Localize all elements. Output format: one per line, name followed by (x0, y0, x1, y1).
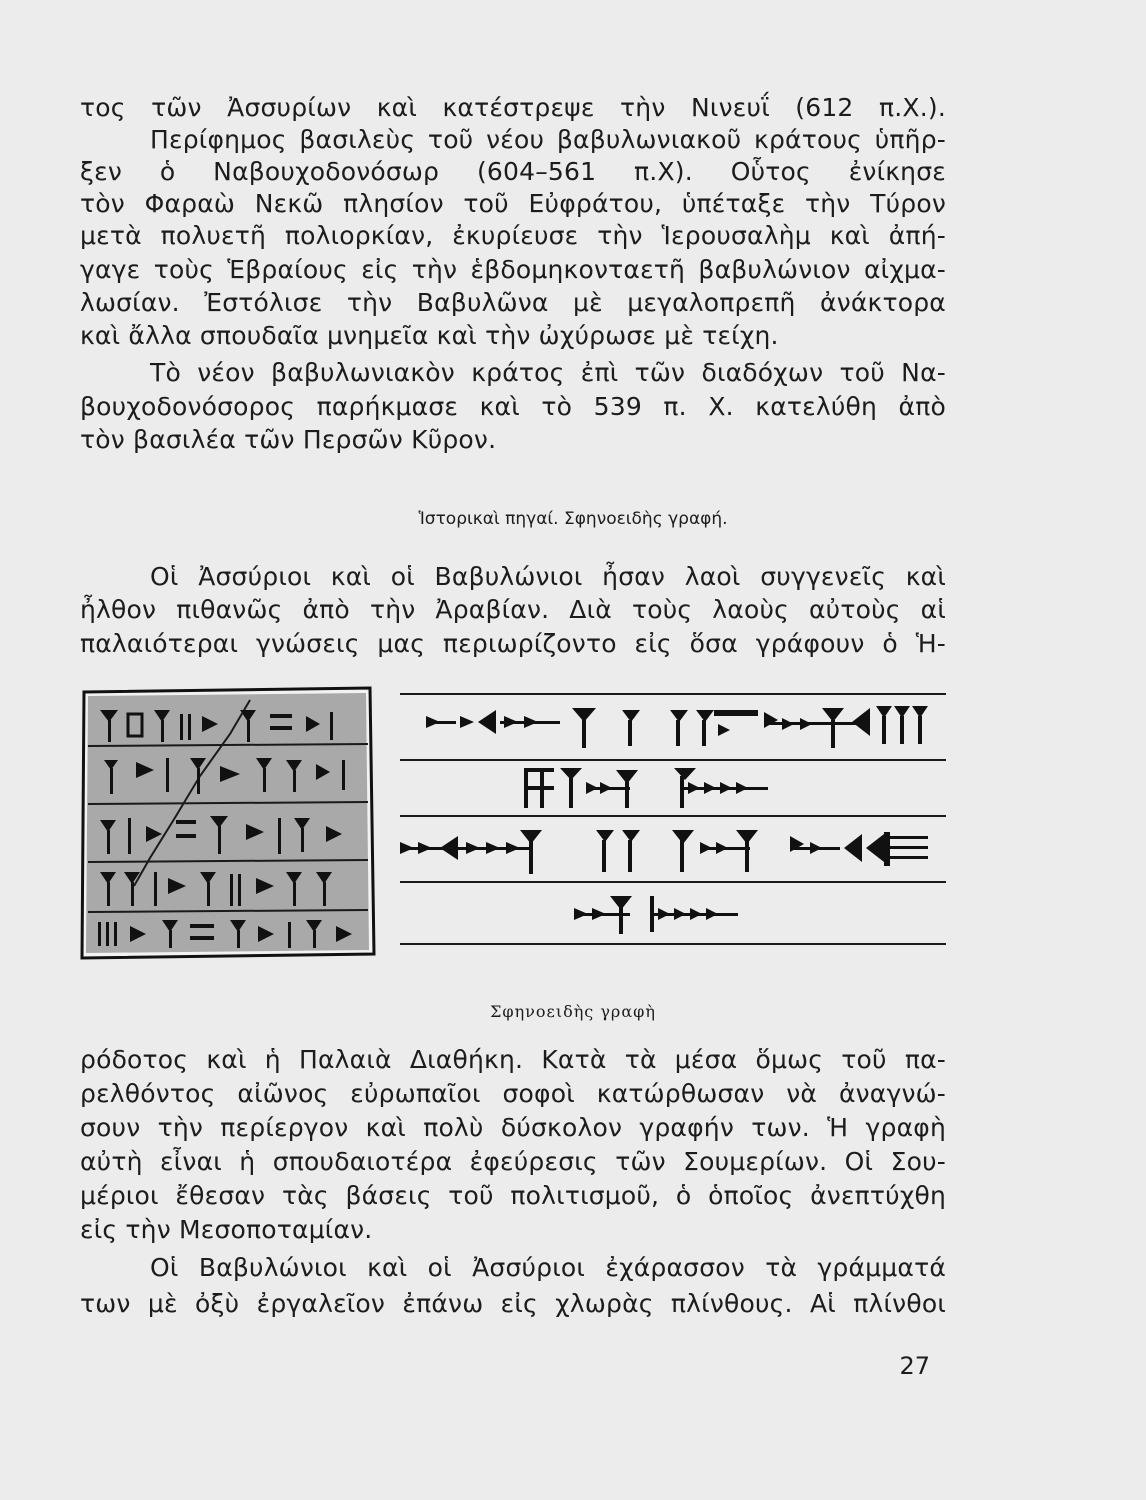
text-line: αὐτὴ εἶναι ἡ σπουδαιοτέρα ἐφεύρεσις τῶν Σουμερίων. Οἱ Σου- (80, 1147, 946, 1176)
clay-tablet-illustration (80, 686, 376, 960)
text-line: παλαιότεραι γνώσεις μας περιωρίζοντο εἰς ὅσα γράφουν ὁ Ἡ- (80, 629, 946, 658)
text-line: τος τῶν Ἀσσυρίων καὶ κατέστρεψε τὴν Νινευΐ (612 π.Χ.). (80, 93, 946, 122)
text-line: Τὸ νέον βαβυλωνιακὸν κράτος ἐπὶ τῶν διαδόχων τοῦ Να- (150, 358, 946, 387)
text-line: Οἱ Ἀσσύριοι καὶ οἱ Βαβυλώνιοι ἦσαν λαοὶ συγγενεῖς καὶ (150, 562, 946, 591)
text-line: βουχοδονόσορος παρήκμασε καὶ τὸ 539 π. Χ. κατελύθη ἀπὸ (80, 392, 946, 421)
text-line: μετὰ πολυετῆ πολιορκίαν, ἐκυρίευσε τὴν Ἱερουσαλὴμ καὶ ἀπή- (80, 221, 946, 250)
text-line: ρελθόντος αἰῶνος εὐρωπαῖοι σοφοὶ κατώρθωσαν νὰ ἀναγνώ- (80, 1079, 946, 1108)
page-number: 27 (899, 1352, 930, 1380)
cuneiform-script-figure (400, 690, 946, 952)
text-line: μέριοι ἔθεσαν τὰς βάσεις τοῦ πολιτισμοῦ, ὁ ὁποῖος ἀνεπτύχθη (80, 1181, 946, 1210)
text-line: τὸν βασιλέα τῶν Περσῶν Κῦρον. (80, 425, 497, 454)
section-heading: Ἱστορικαὶ πηγαί. Σφηνοειδὴς γραφή. (418, 509, 728, 529)
figure-caption: Σφηνοειδὴς γραφὴ (490, 1002, 656, 1021)
text-line: λωσίαν. Ἐστόλισε τὴν Βαβυλῶνα μὲ μεγαλοπρεπῆ ἀνάκτορα (80, 288, 946, 317)
text-line: καὶ ἄλλα σπουδαῖα μνημεῖα καὶ τὴν ὠχύρωσε μὲ τείχη. (80, 321, 779, 350)
text-line: ξεν ὁ Ναβουχοδονόσωρ (604–561 π.Χ). Οὗτος ἐνίκησε (80, 157, 946, 186)
text-line: σουν τὴν περίεργον καὶ πολὺ δύσκολον γραφήν των. Ἡ γραφὴ (80, 1113, 946, 1142)
text-line: Περίφημος βασιλεὺς τοῦ νέου βαβυλωνιακοῦ κράτους ὑπῆρ- (150, 125, 946, 154)
text-line: ἦλθον πιθανῶς ἀπὸ τὴν Ἀραβίαν. Διὰ τοὺς λαοὺς αὐτοὺς αἱ (80, 595, 946, 624)
text-line: Οἱ Βαβυλώνιοι καὶ οἱ Ἀσσύριοι ἐχάρασσον τὰ γράμματά (150, 1253, 946, 1282)
text-line: εἰς τὴν Μεσοποταμίαν. (80, 1215, 373, 1244)
text-line: ρόδοτος καὶ ἡ Παλαιὰ Διαθήκη. Κατὰ τὰ μέσα ὅμως τοῦ πα- (80, 1045, 946, 1074)
text-line: γαγε τοὺς Ἑβραίους εἰς τὴν ἑβδομηκονταετῆ βαβυλώνιον αἰχμα- (80, 255, 946, 284)
text-line: τὸν Φαραὼ Νεκῶ πλησίον τοῦ Εὐφράτου, ὑπέταξε τὴν Τύρον (80, 189, 946, 218)
text-line: των μὲ ὀξὺ ἐργαλεῖον ἐπάνω εἰς χλωρὰς πλίνθους. Αἱ πλίνθοι (80, 1289, 946, 1318)
